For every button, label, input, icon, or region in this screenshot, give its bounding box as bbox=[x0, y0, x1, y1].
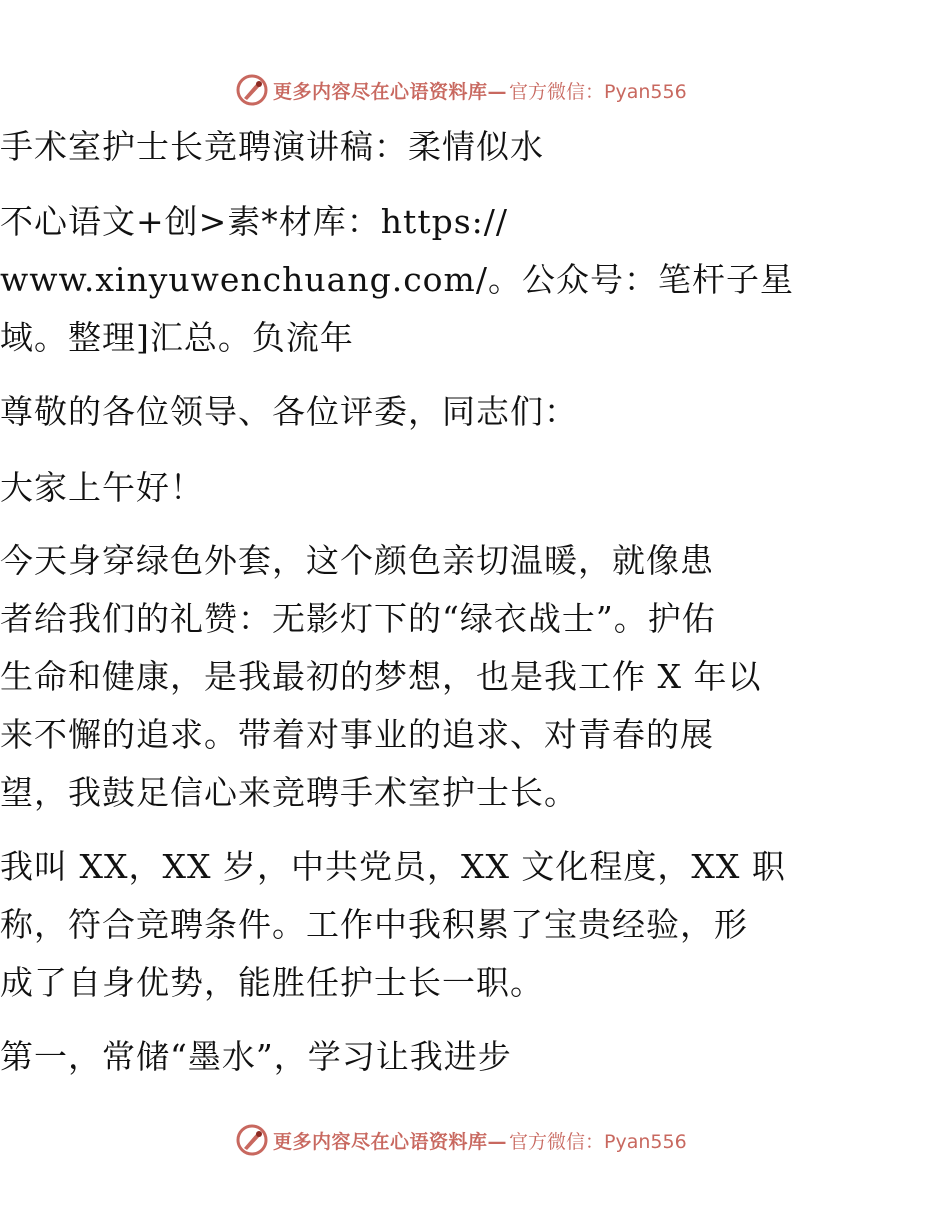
doc-title: 手术室护士长竞聘演讲稿：柔情似水 bbox=[0, 127, 544, 166]
watermark-text: 更多内容尽在心语资料库— bbox=[273, 80, 508, 103]
doc-line: 今天身穿绿色外套，这个颜色亲切温暖，就像患 bbox=[0, 541, 714, 580]
greeting: 大家上午好！ bbox=[0, 468, 204, 507]
watermark-wechat: 官方微信：Pyan556 bbox=[509, 80, 687, 103]
doc-line: 称，符合竞聘条件。工作中我积累了宝贵经验，形 bbox=[0, 905, 748, 944]
watermark-text: 更多内容尽在心语资料库— bbox=[273, 1130, 508, 1153]
doc-line: 不心语文+创>素*材库：https:// bbox=[0, 202, 508, 241]
doc-line: www.xinyuwenchuang.com/。公众号：笔杆子星 bbox=[0, 260, 794, 299]
watermark-banner-top bbox=[235, 71, 715, 109]
section-heading: 第一，常储“墨水”，学习让我进步 bbox=[0, 1037, 512, 1076]
watermark-banner-bottom bbox=[235, 1121, 715, 1159]
doc-line: 生命和健康，是我最初的梦想，也是我工作 X 年以 bbox=[0, 657, 762, 696]
salutation: 尊敬的各位领导、各位评委，同志们： bbox=[0, 392, 578, 431]
doc-line: 域。整理]汇总。负流年 bbox=[0, 318, 354, 357]
doc-line: 来不懈的追求。带着对事业的追求、对青春的展 bbox=[0, 715, 714, 754]
doc-line: 成了自身优势，能胜任护士长一职。 bbox=[0, 963, 544, 1002]
doc-line: 我叫 XX，XX 岁，中共党员，XX 文化程度，XX 职 bbox=[0, 847, 786, 886]
doc-line: 者给我们的礼赞：无影灯下的“绿衣战士”。护佑 bbox=[0, 599, 716, 638]
pen-logo-icon bbox=[235, 73, 269, 107]
pen-logo-icon bbox=[235, 1123, 269, 1157]
watermark-wechat: 官方微信：Pyan556 bbox=[509, 1130, 687, 1153]
doc-line: 望，我鼓足信心来竞聘手术室护士长。 bbox=[0, 773, 578, 812]
